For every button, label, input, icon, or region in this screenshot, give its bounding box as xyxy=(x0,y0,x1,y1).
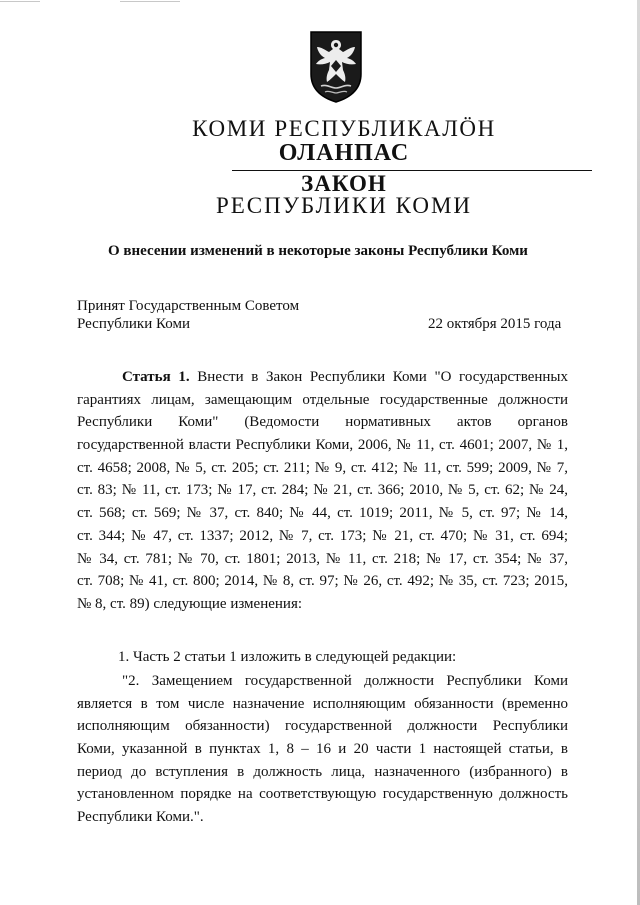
quote-line: исполняющим обязанности) государственной должности Республики xyxy=(77,718,568,735)
article-1-text: Внести в Закон Республики Коми "О государственных xyxy=(197,369,568,385)
item-1 xyxy=(118,646,578,669)
header-olanpas: ОЛАНПАС xyxy=(278,140,410,166)
quote-line: "2. Замещением государственной должности Республики Коми xyxy=(122,673,568,689)
scan-artifact xyxy=(120,1,180,2)
quote-line: Коми, указанной в пунктах 1, 8 – 16 и 20 части 1 настоящей статьи, в xyxy=(77,741,568,758)
article-1-line: № 34, ст. 781; № 70, ст. 1801; 2013, № 11, ст. 218; № 17, ст. 354; № 37, xyxy=(77,550,568,567)
header-zakon: ЗАКОН xyxy=(301,171,387,196)
quoted-amendment xyxy=(77,670,568,829)
item-1-text: 1. Часть 2 статьи 1 изложить в следующей редакции: xyxy=(118,649,457,665)
article-1-line: ст. 568; ст. 569; № 37, ст. 840; № 44, ст. 1019; 2011, № 5, ст. 97; № 14, xyxy=(77,505,568,522)
adopted-by-line1: Принят Государственным Советом xyxy=(77,298,300,314)
quote-line: установленном порядке на соответствующую государственную должность xyxy=(77,786,568,803)
article-1-line xyxy=(77,366,568,389)
document-title: О внесении изменений в некоторые законы Республики Коми xyxy=(108,243,528,259)
header-komi-republic: КОМИ РЕСПУБЛИКАЛÖН xyxy=(192,116,496,141)
article-1-line: ст. 4658; 2008, № 5, ст. 205; ст. 211; № 9, ст. 412; № 11, ст. 599; 2009, № 7, xyxy=(77,459,568,476)
quote-line: период до вступления в должность лица, назначенного (избранного) в xyxy=(77,763,568,780)
adopted-by-line2: Республики Коми xyxy=(77,316,190,332)
article-1-line: государственной власти Республики Коми, 2006, № 11, ст. 4601; 2007, № 1, xyxy=(77,437,568,454)
article-1-line: Республики Коми" (Ведомости нормативных актов органов xyxy=(77,414,568,431)
quote-line: Республики Коми.". xyxy=(77,809,204,826)
article-1-label: Статья 1. xyxy=(122,369,190,385)
article-1-line: ст. 83; № 11, ст. 173; № 17, ст. 284; № 21, ст. 366; 2010, № 5, ст. 62; № 24, xyxy=(77,482,568,499)
article-1-line: ст. 344; № 47, ст. 1337; 2012, № 7, ст. 173; № 21, ст. 470; № 31, ст. 694; xyxy=(77,527,568,544)
header-republic-komi: РЕСПУБЛИКИ КОМИ xyxy=(215,193,473,218)
adoption-date: 22 октября 2015 года xyxy=(428,316,562,332)
article-1-line: № 8, ст. 89) следующие изменения: xyxy=(77,595,303,612)
komi-coat-of-arms-icon xyxy=(309,30,363,104)
article-1-line: гарантиях лицам, замещающим отдельные государственные должности xyxy=(77,391,568,408)
article-1-paragraph xyxy=(77,366,568,616)
scan-artifact xyxy=(0,1,40,2)
quote-line: является в том числе назначение исполняющим обязанности (временно xyxy=(77,695,568,712)
article-1-line: ст. 708; № 41, ст. 800; 2014, № 8, ст. 97; № 26, ст. 492; № 35, ст. 723; 2015, xyxy=(77,573,568,590)
